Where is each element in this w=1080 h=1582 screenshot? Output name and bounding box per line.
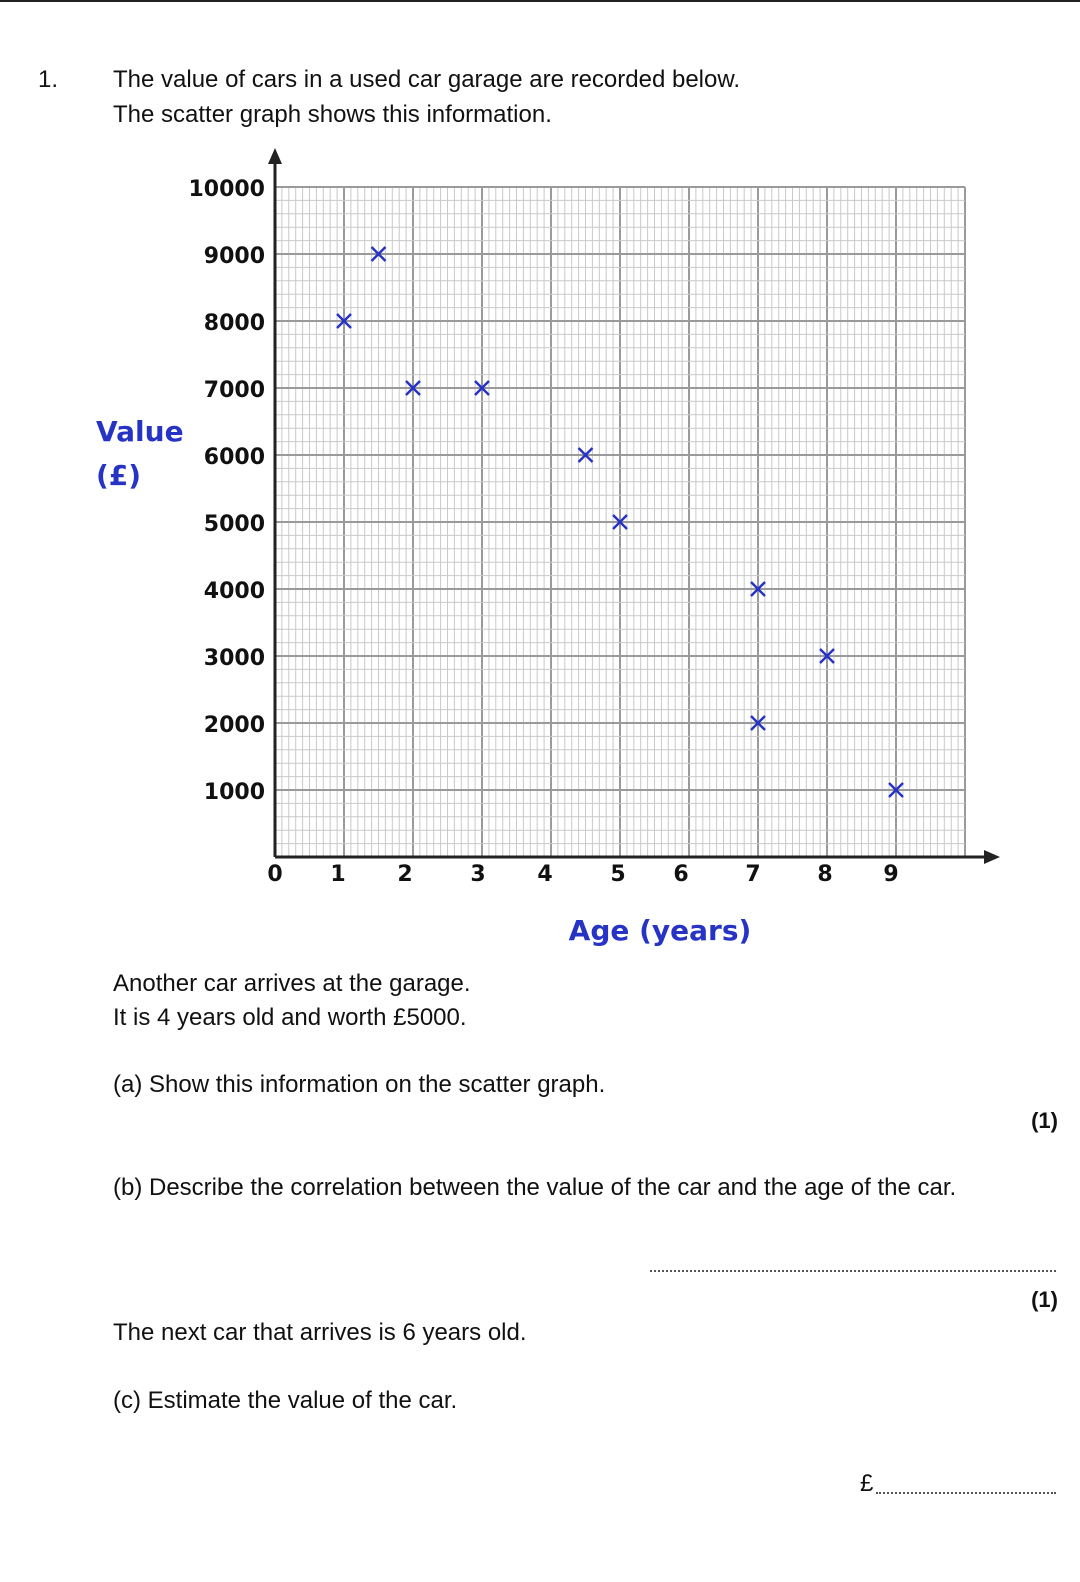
followup-line-1: Another car arrives at the garage. (113, 970, 471, 997)
part-c-question: (c) Estimate the value of the car. (113, 1387, 458, 1414)
y-tick-label: 3000 (203, 646, 265, 671)
x-axis-label: Age (years) (568, 914, 752, 947)
part-c-answer-line[interactable] (876, 1492, 1056, 1494)
x-tick-label: 9 (883, 862, 899, 887)
intro-line-1: The value of cars in a used car garage are recorded below. (113, 66, 741, 93)
y-tick-label: 1000 (203, 780, 265, 805)
x-tick-label: 0 (267, 862, 283, 887)
x-tick-label: 5 (610, 862, 626, 887)
followup-line-2: It is 4 years old and worth £5000. (113, 1004, 467, 1031)
part-a-question: (a) Show this information on the scatter graph. (113, 1071, 606, 1098)
part-c-currency: £ (860, 1470, 874, 1497)
y-axis-label-line-1: Value (96, 415, 184, 448)
part-b-question: (b) Describe the correlation between the value of the car and the age of the car. (113, 1174, 957, 1201)
x-tick-label: 2 (397, 862, 413, 887)
x-tick-label: 3 (470, 862, 486, 887)
x-tick-label: 7 (745, 862, 761, 887)
x-tick-label: 8 (817, 862, 833, 887)
intro-line-2: The scatter graph shows this information. (113, 101, 552, 128)
y-tick-label: 10000 (188, 177, 265, 202)
x-tick-label: 6 (673, 862, 689, 887)
y-axis-label-line-2: (£) (96, 459, 142, 492)
y-tick-label: 5000 (203, 512, 265, 537)
y-tick-label: 6000 (203, 445, 265, 470)
y-axis-arrow (268, 148, 282, 164)
y-tick-label: 2000 (203, 713, 265, 738)
part-a-marks: (1) (1031, 1108, 1058, 1133)
question-number: 1. (38, 66, 59, 93)
x-axis-arrow (984, 850, 1000, 864)
x-tick-label: 1 (330, 862, 346, 887)
y-tick-label: 9000 (203, 244, 265, 269)
x-tick-label: 4 (537, 862, 553, 887)
y-tick-label: 7000 (203, 378, 265, 403)
y-tick-label: 8000 (203, 311, 265, 336)
y-tick-label: 4000 (203, 579, 265, 604)
part-b-answer-line[interactable] (650, 1270, 1056, 1272)
part-b-marks: (1) (1031, 1287, 1058, 1312)
next-car-statement: The next car that arrives is 6 years old. (113, 1319, 527, 1346)
